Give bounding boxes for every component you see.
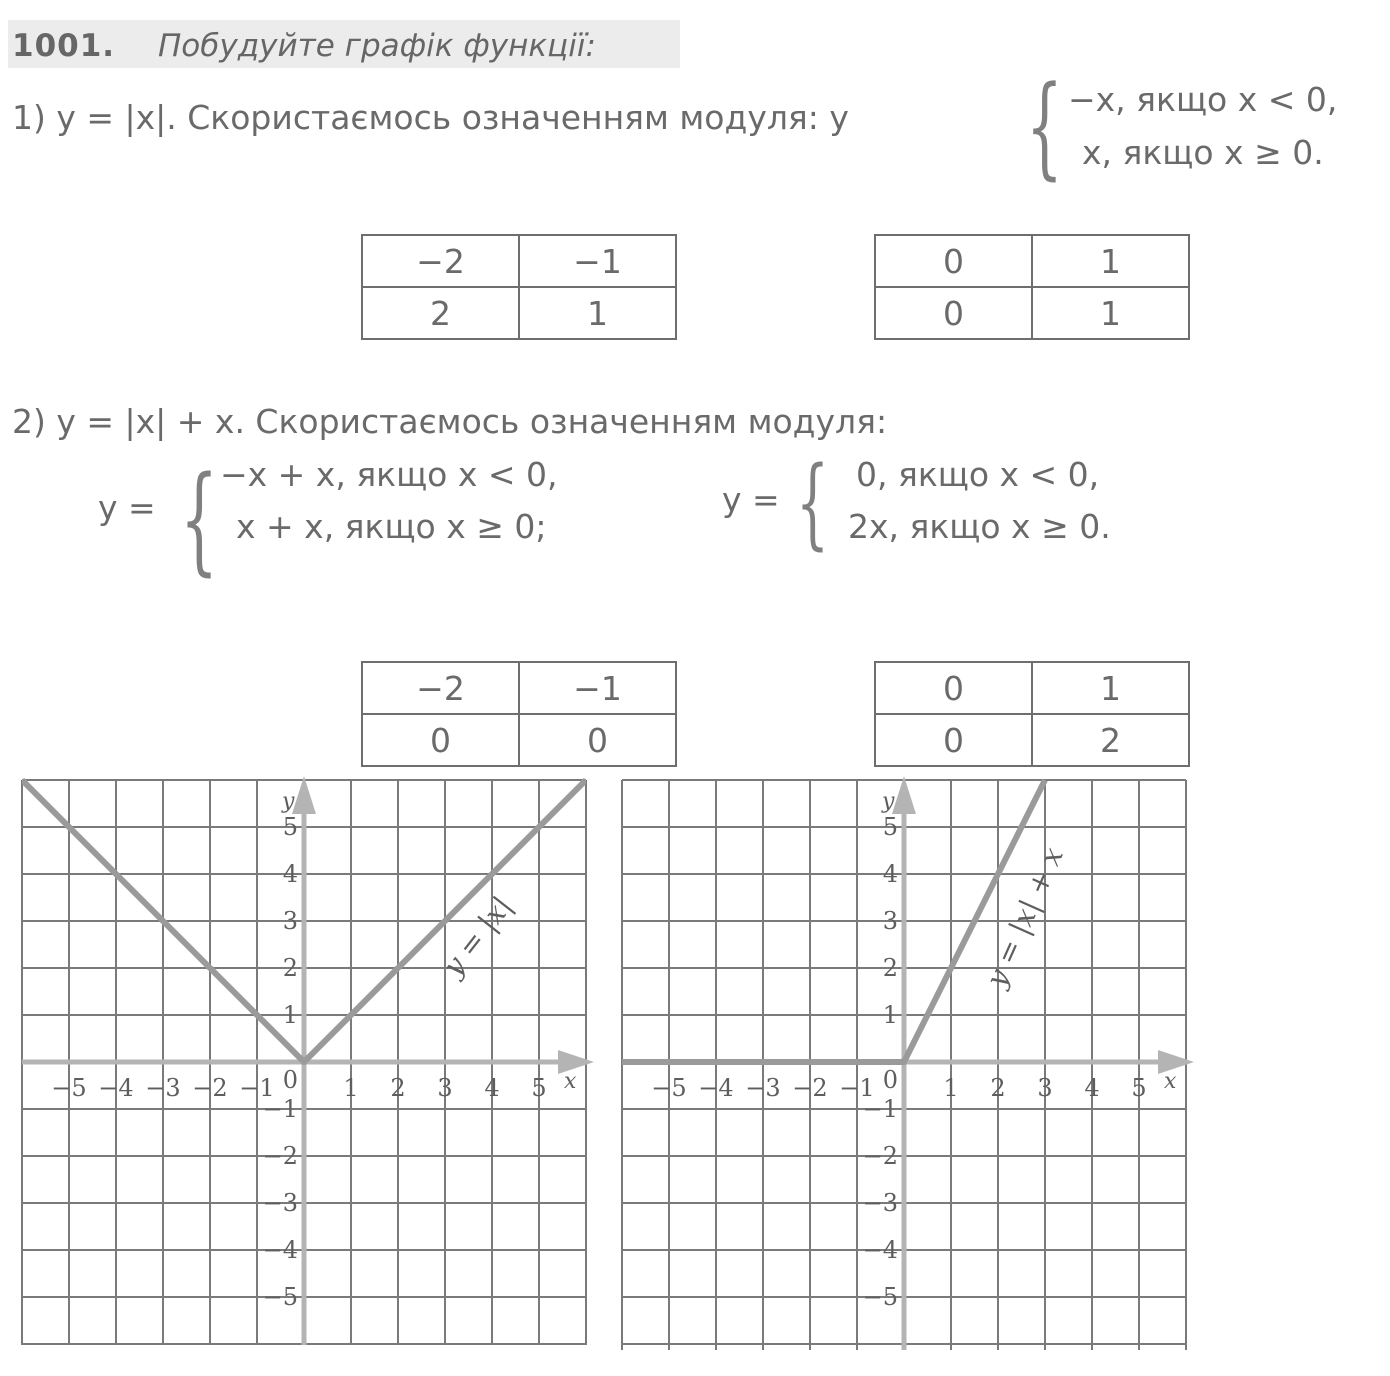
y-tick-label: 4	[282, 860, 298, 888]
x-tick-label: 4	[1084, 1074, 1100, 1102]
table-cell: 0	[875, 714, 1032, 766]
x-tick-label: 3	[1037, 1074, 1053, 1102]
x-tick-label: −5	[51, 1074, 87, 1102]
part1-table-right	[874, 234, 1190, 340]
part1-case-negative: −x, якщо x < 0,	[1068, 80, 1338, 119]
graph-abs-x	[20, 770, 595, 1350]
part2-table-right	[874, 661, 1190, 767]
x-tick-label: 3	[437, 1074, 453, 1102]
part1-table-left	[361, 234, 677, 340]
origin-label: 0	[882, 1066, 898, 1094]
y-axis-arrow	[892, 776, 916, 814]
y-tick-label: 3	[282, 907, 298, 935]
y-tick-label: −2	[262, 1142, 298, 1170]
y-tick-label: 4	[882, 860, 898, 888]
x-tick-label: 1	[943, 1074, 959, 1102]
y-tick-label: −3	[262, 1189, 298, 1217]
x-tick-label: 2	[390, 1074, 406, 1102]
exercise-number: 1001.	[12, 28, 116, 64]
x-tick-label: 2	[990, 1074, 1006, 1102]
graph-abs-x-plus-x	[620, 770, 1195, 1355]
y-tick-label: −5	[262, 1283, 298, 1311]
part2-lhs-simplified: y =	[722, 480, 780, 519]
x-tick-label: −3	[145, 1074, 181, 1102]
table-cell: 0	[875, 662, 1032, 714]
table-cell: 1	[1032, 235, 1189, 287]
x-tick-label: −4	[98, 1074, 134, 1102]
part2-lhs: y =	[98, 488, 156, 527]
table-cell: −2	[362, 235, 519, 287]
y-tick-label: 1	[282, 1001, 298, 1029]
y-axis-label: y	[882, 789, 895, 814]
x-tick-label: −1	[239, 1074, 275, 1102]
x-tick-label: 4	[484, 1074, 500, 1102]
y-tick-label: −4	[262, 1236, 298, 1264]
function-label: y = |x| + x	[979, 842, 1070, 992]
table-cell: −1	[519, 662, 676, 714]
y-tick-label: −3	[862, 1189, 898, 1217]
part2-case-negative: −x + x, якщо x < 0,	[220, 455, 558, 494]
function-label: y = |x|	[436, 889, 519, 983]
y-tick-label: −1	[862, 1095, 898, 1123]
x-tick-label: −2	[192, 1074, 228, 1102]
y-tick-label: 5	[882, 813, 898, 841]
table-cell: 0	[362, 714, 519, 766]
part1-brace: {	[1026, 62, 1063, 192]
table-cell: 0	[875, 287, 1032, 339]
table-cell: 1	[1032, 662, 1189, 714]
y-tick-label: 2	[282, 954, 298, 982]
y-tick-label: −4	[862, 1236, 898, 1264]
y-tick-label: 2	[882, 954, 898, 982]
part2-simplified-negative: 0, якщо x < 0,	[856, 455, 1100, 494]
y-tick-label: 3	[882, 907, 898, 935]
x-axis-label: x	[564, 1069, 577, 1094]
table-cell: −2	[362, 662, 519, 714]
part2-case-nonnegative: x + x, якщо x ≥ 0;	[236, 507, 547, 546]
y-tick-label: 1	[882, 1001, 898, 1029]
table-cell: 1	[1032, 287, 1189, 339]
part2-simplified-brace: {	[796, 447, 830, 561]
x-tick-label: 5	[531, 1074, 547, 1102]
part1-statement: 1) y = |x|. Скористаємось означенням модуля: y	[12, 98, 849, 137]
y-tick-label: 5	[282, 813, 298, 841]
x-tick-label: −1	[839, 1074, 875, 1102]
table-cell: 2	[1032, 714, 1189, 766]
y-axis-arrow	[292, 776, 316, 814]
y-tick-label: −2	[862, 1142, 898, 1170]
y-tick-label: −5	[862, 1283, 898, 1311]
part2-simplified-nonnegative: 2x, якщо x ≥ 0.	[848, 507, 1111, 546]
x-axis-label: x	[1164, 1069, 1177, 1094]
exercise-title: Побудуйте графік функції:	[158, 28, 596, 64]
x-tick-label: −5	[651, 1074, 687, 1102]
x-tick-label: 1	[343, 1074, 359, 1102]
table-cell: 1	[519, 287, 676, 339]
table-cell: 0	[875, 235, 1032, 287]
table-cell: 0	[519, 714, 676, 766]
x-tick-label: 5	[1131, 1074, 1147, 1102]
y-axis-label: y	[282, 789, 295, 814]
y-tick-label: −1	[262, 1095, 298, 1123]
part2-statement: 2) y = |x| + x. Скористаємось означенням модуля:	[12, 402, 888, 441]
origin-label: 0	[282, 1066, 298, 1094]
x-tick-label: −2	[792, 1074, 828, 1102]
part1-case-nonnegative: x, якщо x ≥ 0.	[1082, 133, 1324, 172]
part2-table-left	[361, 661, 677, 767]
x-tick-label: −3	[745, 1074, 781, 1102]
table-cell: −1	[519, 235, 676, 287]
part2-brace: {	[180, 452, 219, 589]
table-cell: 2	[362, 287, 519, 339]
x-tick-label: −4	[698, 1074, 734, 1102]
